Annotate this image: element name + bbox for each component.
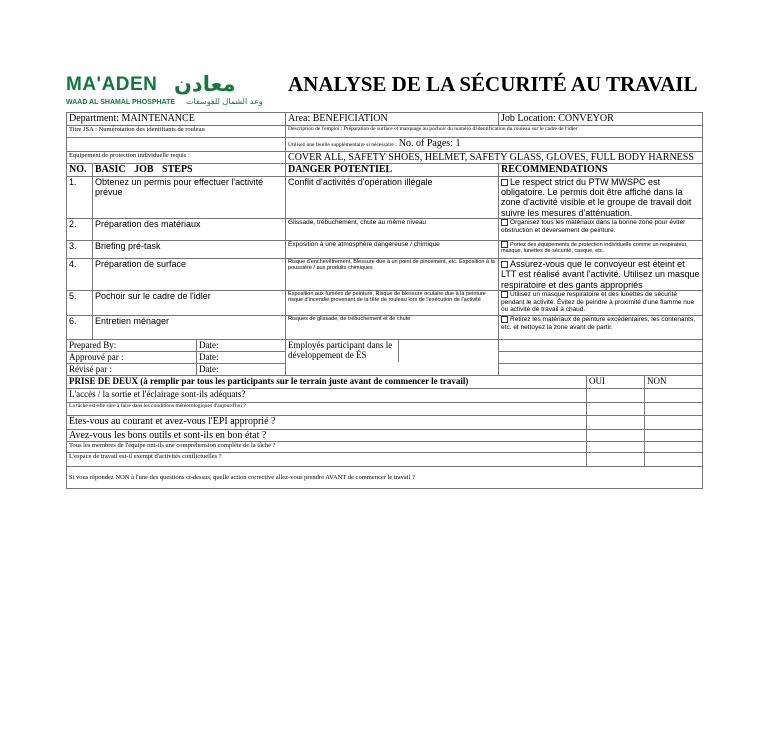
- take-two-question: [67, 429, 703, 442]
- step-text: Pochoir sur le cadre de l'idler: [93, 290, 286, 315]
- checkbox-icon: [501, 261, 508, 268]
- checkbox-icon: [501, 291, 508, 298]
- jsa-title: Titre JSA : Numérotation des identifiants de rouleau: [67, 125, 286, 137]
- take-two-question: [67, 442, 703, 453]
- page-count: No. of Pages: 1: [398, 137, 461, 149]
- non-answer-cell[interactable]: [645, 429, 703, 442]
- reco-text: Le respect strict du PTW MWSPC est obligatoire. Le permis doit être affiché dans la zone d'activité visible et le groupe de travail doit suivre les mesures d'atténuation.: [499, 176, 703, 218]
- oui-answer-cell[interactable]: [587, 388, 645, 402]
- step-number: 6.: [67, 315, 93, 339]
- step-text: Entretien ménager: [93, 315, 286, 339]
- logo-latin: MA'ADEN: [66, 74, 158, 95]
- jsa-form: [66, 70, 702, 489]
- maaden-logo: [66, 74, 281, 110]
- step-number: 1.: [67, 176, 93, 218]
- step-row: [67, 258, 703, 290]
- oui-answer-cell[interactable]: [587, 429, 645, 442]
- step-text: Préparation des matériaux: [93, 218, 286, 240]
- danger-text: Risque d'enchevêtrement, Blessure due à un point de pincement, etc. Exposition à la poussière / aux produits chimiques: [286, 258, 499, 290]
- step-text: Briefing pré-task: [93, 240, 286, 258]
- col-steps: BASIC JOB STEPS: [93, 164, 286, 177]
- step-row: [67, 176, 703, 218]
- area: Area: BENEFICIATION: [286, 113, 499, 126]
- employees-participating: Employés participant dans le développement de ÉS: [286, 339, 499, 375]
- date-label: Date:: [197, 363, 286, 375]
- step-row: [67, 315, 703, 339]
- department: Department: MAINTENANCE: [67, 113, 286, 126]
- reco-text: Retirez les matériaux de peinture excédentaires, les contenants, etc. et nettoyez la zone avant de partir.: [499, 315, 703, 339]
- question-text: Tous les membres de l'équipe ont-ils une compréhension complète de la tâche ?: [67, 442, 587, 453]
- question-text: La tâche est-elle sûre à faire dans les conditions météorologiques d'aujourd'hui ?: [67, 402, 587, 415]
- step-row: [67, 290, 703, 315]
- question-text: Avez-vous les bons outils et sont-ils en bon état ?: [67, 429, 587, 442]
- col-reco: RECOMMENDATIONS: [499, 164, 703, 177]
- date-label: Date:: [197, 351, 286, 363]
- non-answer-cell[interactable]: [645, 442, 703, 453]
- take-two-question: [67, 415, 703, 429]
- non-label: NON: [645, 375, 703, 388]
- non-answer-cell[interactable]: [645, 453, 703, 467]
- logo-arabic: معادن: [174, 72, 236, 96]
- step-row: [67, 240, 703, 258]
- danger-text: Exposition aux fumées de peinture, Risque de blessure oculaire due à la peinture risque d'incendie provenant de la tête de rouleau lors de l'exécution de l'activité: [286, 290, 499, 315]
- oui-answer-cell[interactable]: [587, 415, 645, 429]
- non-answer-cell[interactable]: [645, 402, 703, 415]
- take-two-header: PRISE DE DEUX (à remplir par tous les participants sur le terrain juste avant de commencer le travail): [67, 375, 587, 388]
- logo-subtitle: WAAD AL SHAMAL PHOSPHATE: [66, 99, 176, 106]
- question-text: Êtes-vous au courant et avez-vous l'EPI approprié ?: [67, 415, 587, 429]
- danger-text: Conflit d'activités d'opération illégale: [286, 176, 499, 218]
- date-label: Date:: [197, 339, 286, 351]
- logo-subtitle-arabic: وعد الشمال للفوسفات: [186, 97, 263, 106]
- oui-answer-cell[interactable]: [587, 402, 645, 415]
- jsa-table: [66, 112, 703, 489]
- step-number: 3.: [67, 240, 93, 258]
- non-answer-cell[interactable]: [645, 388, 703, 402]
- reco-text: Organisez tous les matériaux dans la bonne zone pour éviter obstruction et déversement de peinture.: [499, 218, 703, 240]
- non-answer-cell[interactable]: [645, 415, 703, 429]
- take-two-question: [67, 453, 703, 467]
- checkbox-icon: [501, 179, 508, 186]
- col-danger: DANGER POTENTIEL: [286, 164, 499, 177]
- corrective-action-prompt: Si vous répondez NON à l'une des questions ci-dessus, quelle action corrective allez-vous prendre AVANT de commencer le travail ?: [67, 467, 703, 489]
- prepared-by: Prepared By:: [67, 339, 197, 351]
- oui-answer-cell[interactable]: [587, 453, 645, 467]
- extra-sheet-note: Utilisez une feuille supplémentaire si nécessaire :: [288, 141, 397, 148]
- step-text: Obtenez un permis pour effectuer l'activité prévue: [93, 176, 286, 218]
- question-text: L'accès / la sortie et l'éclairage sont-ils adéquats?: [67, 388, 587, 402]
- checkbox-icon: [501, 241, 508, 248]
- approved-by: Approuvé par :: [67, 351, 197, 363]
- oui-label: OUI: [587, 375, 645, 388]
- danger-text: Exposition à une atmosphère dangereuse / chimique: [286, 240, 499, 258]
- job-location: Job Location: CONVEYOR: [499, 113, 703, 126]
- question-text: L'espace de travail est-il exempt d'activités conflictuelles ?: [67, 453, 587, 467]
- step-number: 4.: [67, 258, 93, 290]
- reco-text: Portez des équipements de protection individuelle comme un respirateur, masque, lunettes de sécurité, casque, etc.: [499, 240, 703, 258]
- checkbox-icon: [501, 316, 508, 323]
- ppe-value: COVER ALL, SAFETY SHOES, HELMET, SAFETY GLASS, GLOVES, FULL BODY HARNESS: [286, 151, 703, 164]
- danger-text: Glissade, trébuchement, chute au même niveau: [286, 218, 499, 240]
- job-description: Description de l'emploi : Préparation de surface et marquage au pochoir du numéro d'identification du rouleau sur le cadre de l'idler: [286, 125, 703, 137]
- checkbox-icon: [501, 219, 508, 226]
- form-header: [66, 70, 702, 112]
- page-title: ANALYSE DE LA SÉCURITÉ AU TRAVAIL: [288, 72, 698, 96]
- step-number: 5.: [67, 290, 93, 315]
- reco-text: Utilisez un masque respiratoire et des lunettes de sécurité pendant le activité. Évitez de peindre à proximité d'une flamme nue ou activité de travail à chaud.: [499, 290, 703, 315]
- col-no: NO.: [67, 164, 93, 177]
- oui-answer-cell[interactable]: [587, 442, 645, 453]
- take-two-question: [67, 402, 703, 415]
- take-two-question: [67, 388, 703, 402]
- step-row: [67, 218, 703, 240]
- danger-text: Risques de glissade, de trébuchement et de chute: [286, 315, 499, 339]
- revised-by: Révisé par :: [67, 363, 197, 375]
- step-number: 2.: [67, 218, 93, 240]
- step-text: Préparation de surface: [93, 258, 286, 290]
- reco-text: Assurez-vous que le convoyeur est éteint et LTT est réalisé avant l'activité. Utilisez un masque respiratoire et des gants appropriés: [499, 258, 703, 290]
- ppe-label: Équipement de protection individuelle requis :: [67, 151, 286, 164]
